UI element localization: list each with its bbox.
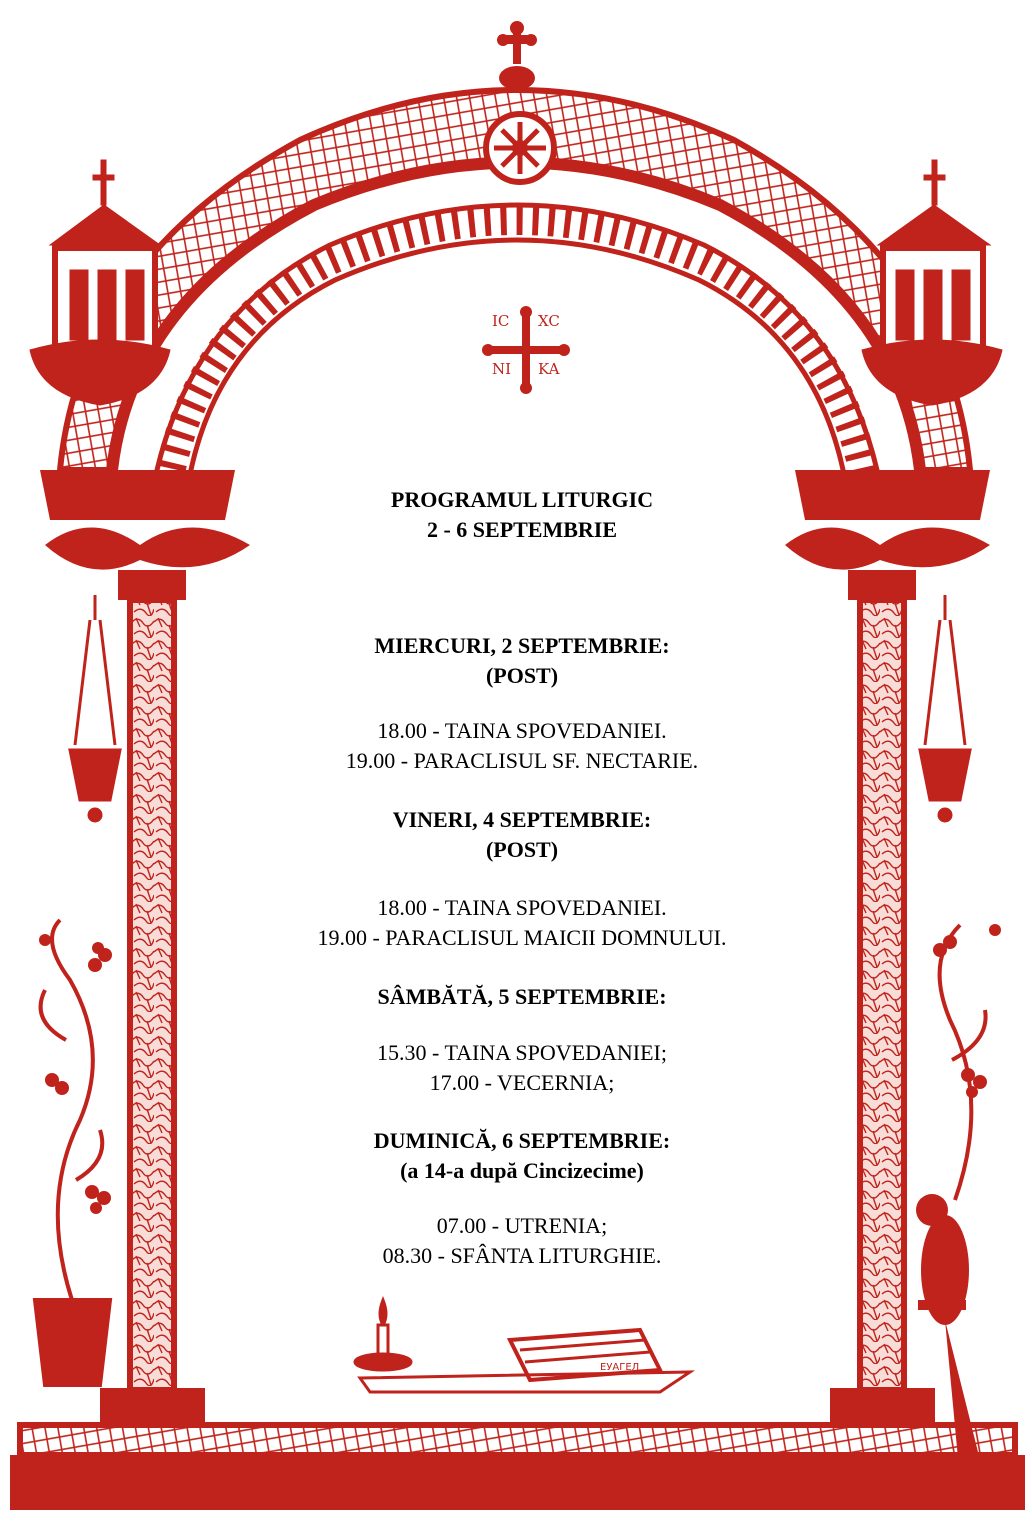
candle-and-book-icon	[355, 1300, 690, 1392]
service-line: 18.00 - TAINA SPOVEDANIEI.	[377, 895, 667, 920]
svg-text:IC: IC	[492, 312, 510, 330]
day-heading-friday: VINERI, 4 SEPTEMBRIE:	[392, 807, 652, 832]
left-floral-vine	[35, 920, 112, 1385]
left-column	[130, 600, 174, 1390]
date-range: 2 - 6 SEPTEMBRIE	[426, 517, 618, 542]
left-hanging-lamp	[70, 595, 120, 821]
service-line: 15.30 - TAINA SPOVEDANIEI;	[377, 1040, 667, 1065]
left-capital	[40, 470, 250, 600]
day-note-sunday: (a 14-a după Cincizecime)	[400, 1158, 644, 1183]
right-tower	[862, 160, 1002, 405]
service-line: 07.00 - UTRENIA;	[436, 1213, 608, 1238]
day-heading-wednesday: MIERCURI, 2 SEPTEMBRIE:	[374, 633, 670, 658]
left-tower	[30, 160, 170, 405]
service-line: 19.00 - PARACLISUL SF. NECTARIE.	[345, 748, 699, 773]
top-cross-icon	[497, 21, 537, 90]
arch-base	[10, 1388, 1025, 1510]
day-note-wednesday: (POST)	[485, 663, 559, 688]
service-line: 17.00 - VECERNIA;	[429, 1070, 615, 1095]
right-floral-vine	[933, 924, 1001, 1200]
day-note-friday: (POST)	[485, 837, 559, 862]
day-heading-saturday: SÂMBĂTĂ, 5 SEPTEMBRIE:	[377, 984, 667, 1009]
svg-text:XC: XC	[538, 312, 560, 330]
ic-xc-nika-cross-icon	[478, 302, 574, 398]
rosette-icon	[486, 114, 554, 182]
page-title: PROGRAMUL LITURGIC	[390, 487, 654, 512]
service-line: 18.00 - TAINA SPOVEDANIEI.	[377, 718, 667, 743]
service-line: 19.00 - PARACLISUL MAICII DOMNULUI.	[317, 925, 727, 950]
svg-text:KA: KA	[538, 360, 560, 378]
service-line: 08.30 - SFÂNTA LITURGHIE.	[382, 1243, 662, 1268]
right-column	[860, 600, 904, 1390]
svg-text:ЕУАГЕЛ: ЕУАГЕЛ	[600, 1362, 640, 1373]
right-capital	[785, 470, 990, 600]
right-hanging-lamp	[920, 595, 970, 821]
day-heading-sunday: DUMINICĂ, 6 SEPTEMBRIE:	[373, 1128, 671, 1153]
svg-text:NI: NI	[492, 360, 512, 378]
